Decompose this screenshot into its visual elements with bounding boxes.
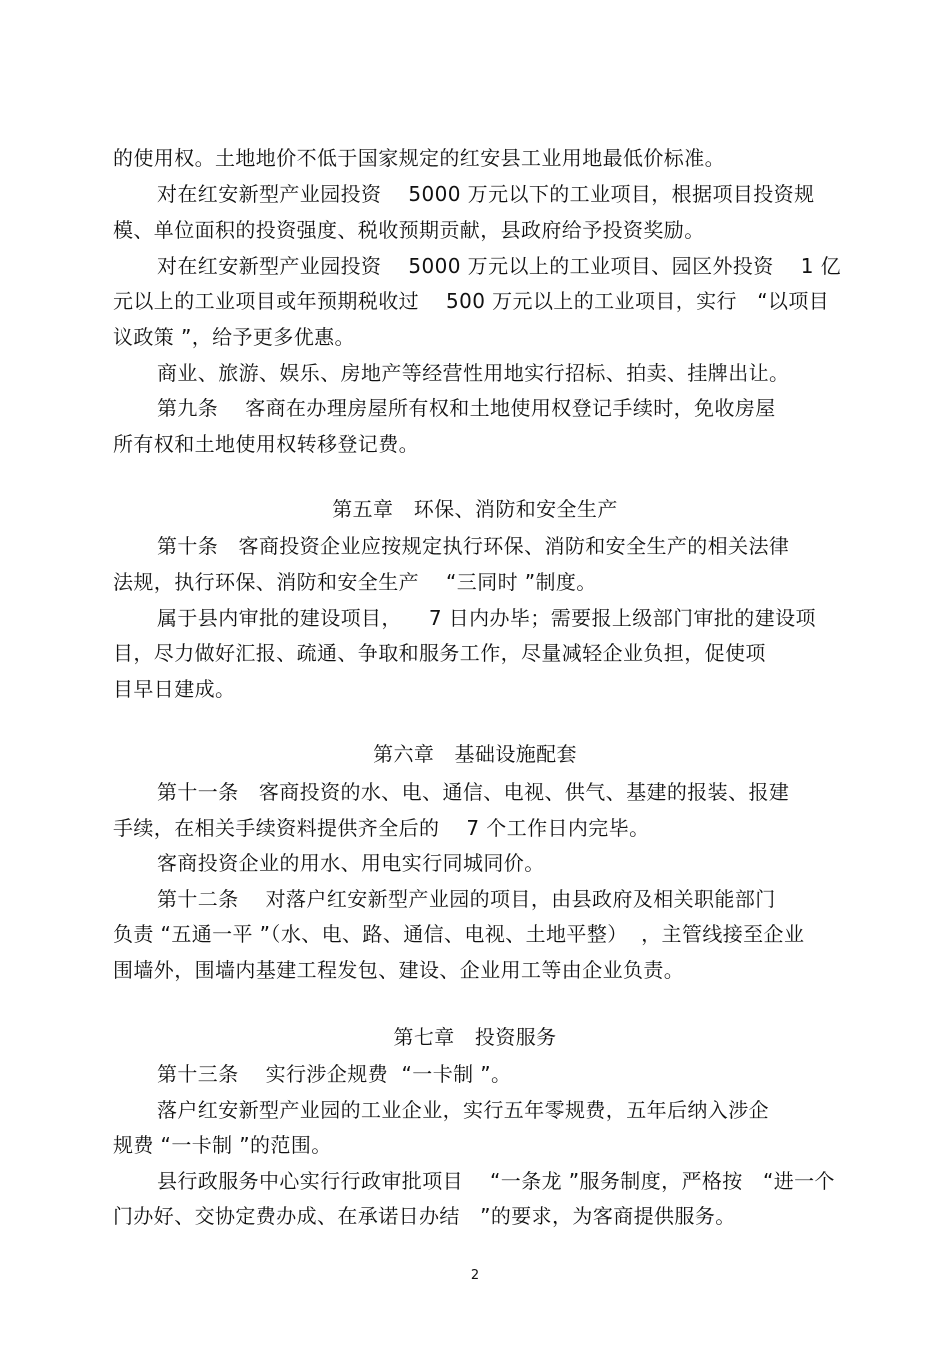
paragraph-line: 县行政服务中心实行行政审批项目 “一条龙 ”服务制度，严格按 “进一个 (157, 1169, 835, 1193)
paragraph-line: 商业、旅游、娱乐、房地产等经营性用地实行招标、拍卖、挂牌出让。 (157, 361, 790, 385)
paragraph-line: 的使用权。土地地价不低于国家规定的红安县工业用地最低价标准。 (113, 146, 725, 170)
paragraph-line: 对在红安新型产业园投资 5000 万元以上的工业项目、园区外投资 1 亿 (157, 254, 841, 278)
article-9-line: 所有权和土地使用权转移登记费。 (113, 432, 419, 456)
article-10-line: 法规，执行环保、消防和安全生产 “三同时 ”制度。 (113, 570, 597, 594)
chapter-7-heading: 第七章 投资服务 (393, 1025, 557, 1049)
paragraph-line: 元以上的工业项目或年预期税收过 500 万元以上的工业项目，实行 “以项目 (113, 289, 830, 313)
article-12-line: 第十二条 对落户红安新型产业园的项目，由县政府及相关职能部门 (157, 887, 776, 911)
paragraph-line: 属于县内审批的建设项目， 7 日内办毕；需要报上级部门审批的建设项 (157, 606, 816, 630)
paragraph-line: 落户红安新型产业园的工业企业，实行五年零规费，五年后纳入涉企 (157, 1098, 769, 1122)
paragraph-line: 规费 “一卡制 ”的范围。 (113, 1133, 332, 1157)
paragraph-line: 模、单位面积的投资强度、税收预期贡献，县政府给予投资奖励。 (113, 218, 705, 242)
article-11-line: 手续，在相关手续资料提供齐全后的 7 个工作日内完毕。 (113, 816, 650, 840)
paragraph-line: 对在红安新型产业园投资 5000 万元以下的工业项目，根据项目投资规 (157, 182, 815, 206)
chapter-5-heading: 第五章 环保、消防和安全生产 (332, 497, 618, 521)
article-9-line: 第九条 客商在办理房屋所有权和土地使用权登记手续时，免收房屋 (157, 396, 776, 420)
paragraph-line: 目早日建成。 (113, 677, 236, 701)
article-10-line: 第十条 客商投资企业应按规定执行环保、消防和安全生产的相关法律 (157, 534, 790, 558)
article-12-line: 围墙外，围墙内基建工程发包、建设、企业用工等由企业负责。 (113, 958, 685, 982)
article-11-line: 第十一条 客商投资的水、电、通信、电视、供气、基建的报装、报建 (157, 780, 790, 804)
paragraph-line: 议政策 ”，给予更多优惠。 (113, 325, 355, 349)
chapter-6-heading: 第六章 基础设施配套 (373, 742, 577, 766)
page-number: 2 (470, 1268, 480, 1283)
paragraph-line: 门办好、交协定费办成、在承诺日办结 ”的要求，为客商提供服务。 (113, 1204, 736, 1228)
article-13-line: 第十三条 实行涉企规费 “一卡制 ”。 (157, 1062, 512, 1086)
paragraph-line: 客商投资企业的用水、用电实行同城同价。 (157, 851, 545, 875)
paragraph-line: 目，尽力做好汇报、疏通、争取和服务工作，尽量减轻企业负担，促使项 (113, 641, 766, 665)
article-12-line: 负责 “五通一平 ”（水、电、路、通信、电视、土地平整） ，主管线接至企业 (113, 922, 805, 946)
